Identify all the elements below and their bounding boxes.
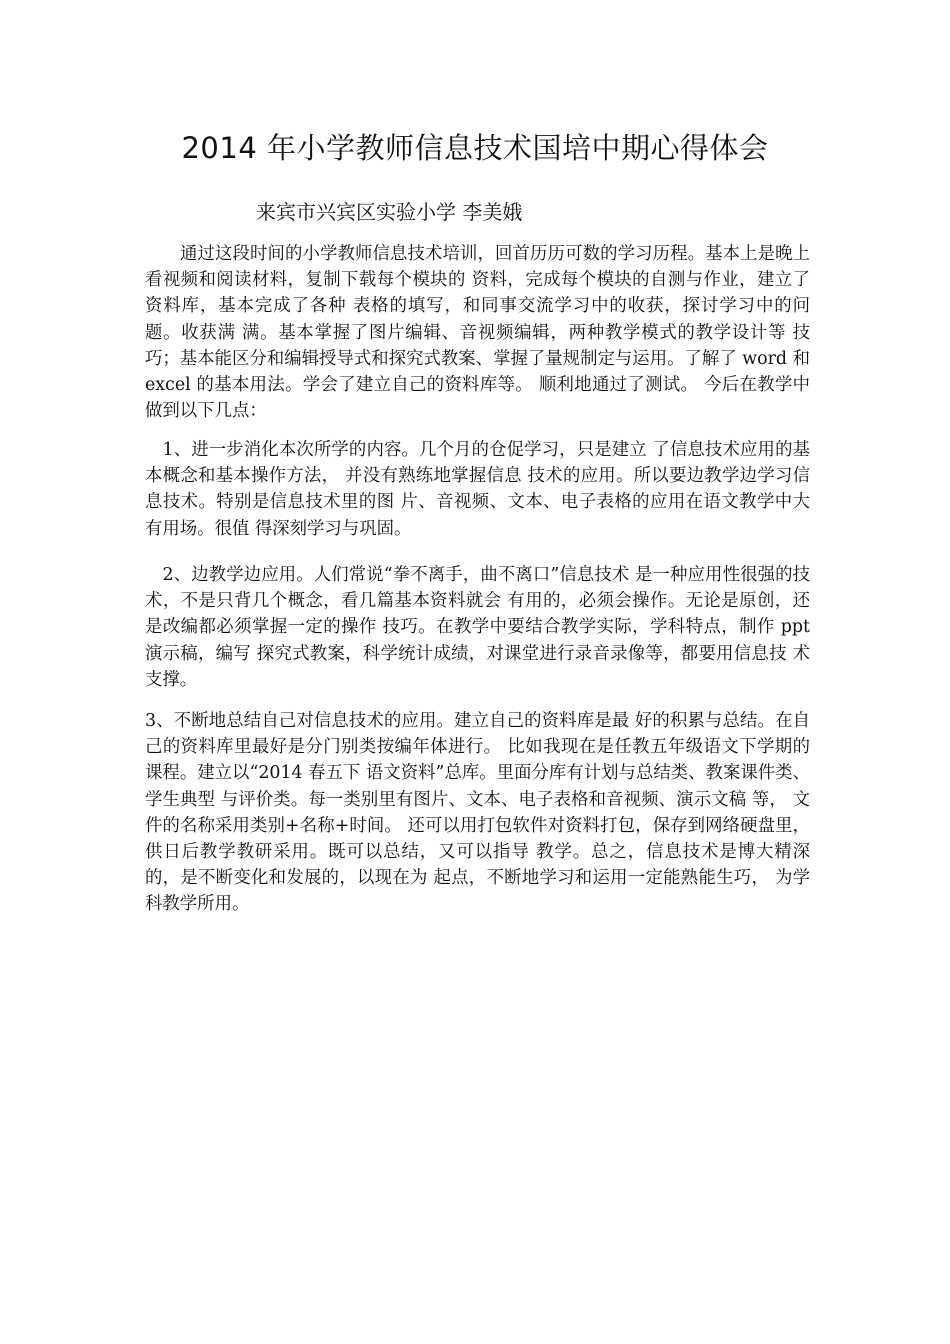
paragraph-point-1: 1、进一步消化本次所学的内容。几个月的仓促学习，只是建立 了信息技术应用的基本概念和基本操作方法， 并没有熟练地掌握信息 技术的应用。所以要边教学边学习信息技术。特别是信息技术里的图 片、音视频、文本、电子表格的应用在语文教学中大有用场。很值 得深刻学习与巩固。 xyxy=(145,440,810,539)
paragraph-point-3: 3、不断地总结自己对信息技术的应用。建立自己的资料库是最 好的积累与总结。在自己的资料库里最好是分门别类按编年体进行。 比如我现在是任教五年级语文下学期的课程。建立以“2014 春五下 语文资料”总库。里面分库有计划与总结类、教案课件类、学生典型 与评价类。每一类别里有图片、文本、电子表格和音视频、演示文稿 等， 文件的名称采用类别+名称+时间。 还可以用打包软件对资料打包，保存到网络硬盘里，供日后教学教研采用。既可以总结，又可以指导 教学。总之，信息技术是博大精深的，是不断变化和发展的，以现在为 起点，不断地学习和运用一定能熟能生巧， 为学科教学所用。 xyxy=(145,711,810,915)
paragraph-point-2: 2、边教学边应用。人们常说“拳不离手，曲不离口”信息技术 是一种应用性很强的技术，不是只背几个概念，看几篇基本资料就会 有用的，必须会操作。无论是原创，还是改编都必须掌握一定的操作 技巧。在教学中要结合教学实际，学科特点，制作 ppt 演示稿，编写 探究式教案，科学统计成绩，对课堂进行录音录像等，都要用信息技 术支撑。 xyxy=(145,565,810,690)
document-title: 2014 年小学教师信息技术国培中期心得体会 xyxy=(181,131,769,165)
author-line: 来宾市兴宾区实验小学 李美娥 xyxy=(256,200,523,224)
paragraph-intro: 通过这段时间的小学教师信息技术培训，回首历历可数的学习历程。基本上是晚上看视频和阅读材料，复制下载每个模块的 资料，完成每个模块的自测与作业，建立了资料库，基本完成了各种 表格的填写，和同事交流学习中的收获，探讨学习中的问题。收获满 满。基本掌握了图片编辑、音视频编辑，两种教学模式的教学设计等 技巧；基本能区分和编辑授导式和探究式教案、掌握了量规制定与运用。了解了 word 和 excel 的基本用法。学会了建立自己的资料库等。 顺利地通过了测试。 今后在教学中做到以下几点： xyxy=(145,244,810,422)
